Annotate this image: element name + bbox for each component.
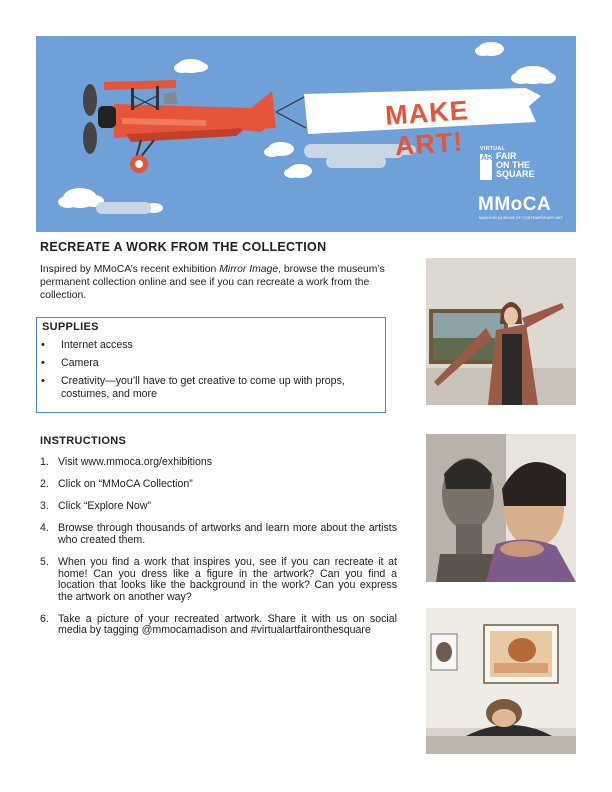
step-text: Browse through thousands of artworks and learn more about the artists who created them. <box>58 522 397 546</box>
supplies-heading: SUPPLIES <box>42 321 99 333</box>
logo-line: FAIR <box>496 151 517 161</box>
intro-text-after: , browse the museum’s permanent collection online and see if you can recreate a work from the collection. <box>40 264 385 301</box>
museum-logo: MMoCA <box>478 194 552 215</box>
logo-line: SQUARE <box>496 169 535 179</box>
photo-girl-with-painting <box>426 608 576 754</box>
instruction-step <box>40 523 397 546</box>
supply-item: • Camera <box>41 357 371 370</box>
step-number: 4. <box>40 522 49 535</box>
supply-item: • Internet access <box>41 339 371 352</box>
logo-line: ON THE <box>496 160 531 170</box>
logo-fair-text <box>496 152 535 179</box>
supplies-box <box>36 317 386 413</box>
logo-art-label: ART <box>481 153 498 162</box>
logo-art-block <box>480 153 498 180</box>
header-banner <box>36 36 576 232</box>
supply-item: • Creativity—you’ll have to get creative to come up with props, costumes, and more <box>41 375 371 401</box>
step-number: 1. <box>40 456 49 468</box>
supplies-list <box>41 339 371 406</box>
step-number: 5. <box>40 555 49 568</box>
instruction-step <box>40 479 397 491</box>
page-title: RECREATE A WORK FROM THE COLLECTION <box>40 240 327 254</box>
exhibition-name: Mirror Image <box>219 264 279 275</box>
instructions-list <box>40 457 397 637</box>
step-text: When you find a work that inspires you, see if you can recreate it at home! Can you dress like a figure in the artwork? Can you find a location that looks like the background in the work? Can you express the artwork on another way? <box>58 555 397 603</box>
photo-man-with-sculpture <box>426 434 576 582</box>
banner-headline: MAKE ART! <box>384 95 470 162</box>
intro-paragraph <box>40 264 400 302</box>
step-number: 6. <box>40 612 49 625</box>
step-text: Take a picture of your recreated artwork. Share it with us on social media by tagging @mmocamadison and #virtualartfaironthesquare <box>58 612 397 637</box>
art-fair-logo <box>480 146 570 196</box>
step-number: 3. <box>40 500 49 513</box>
instruction-step <box>40 457 397 469</box>
intro-text-before: Inspired by MMoCA’s recent exhibition <box>40 264 220 275</box>
step-number: 2. <box>40 478 49 491</box>
step-text: Visit www.mmoca.org/exhibitions <box>58 456 213 468</box>
instruction-step <box>40 501 397 513</box>
instruction-step <box>40 614 397 637</box>
instructions-heading: INSTRUCTIONS <box>40 435 127 447</box>
step-text: Click on “MMoCA Collection” <box>58 478 193 491</box>
step-text: Click “Explore Now” <box>58 500 152 513</box>
photo-woman-posing <box>426 258 576 405</box>
museum-full-name: MADISON MUSEUM OF CONTEMPORARY ART <box>479 216 564 220</box>
logo-virtual-label: VIRTUAL <box>480 146 506 152</box>
instruction-step <box>40 557 397 603</box>
